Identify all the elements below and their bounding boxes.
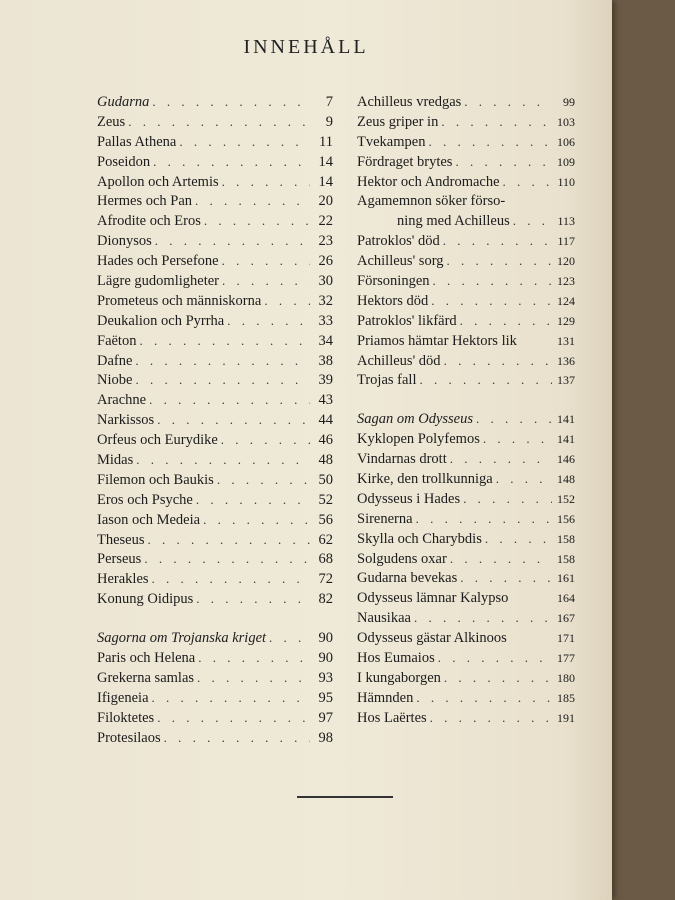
- toc-entry-page: 93: [318, 669, 333, 686]
- dot-leader: [428, 134, 552, 150]
- dot-leader: [144, 551, 310, 567]
- toc-entry-page: 14: [318, 153, 333, 170]
- toc-entry-page: 38: [318, 352, 333, 369]
- toc-entry-title: Tvekampen: [357, 133, 426, 150]
- toc-entry: [357, 590, 575, 610]
- toc-entry-title: Afrodite och Eros: [97, 213, 201, 230]
- toc-entry-page: 123: [557, 274, 575, 289]
- dot-leader: [503, 174, 552, 190]
- toc-entry: [97, 630, 333, 650]
- toc-entry-page: 148: [557, 472, 575, 487]
- toc-entry-title: Gudarna: [97, 94, 150, 110]
- toc-entry: [357, 154, 575, 174]
- dot-leader: [152, 690, 310, 706]
- dot-leader: [460, 570, 552, 586]
- dot-leader: [136, 452, 310, 468]
- toc-entry-page: 141: [557, 412, 575, 427]
- toc-entry-page: 68: [318, 551, 333, 568]
- toc-entry: [357, 114, 575, 134]
- toc-entry: [357, 293, 575, 313]
- dot-leader: [157, 412, 310, 428]
- toc-entry-title: Iason och Medeia: [97, 511, 201, 528]
- toc-entry: [97, 313, 333, 333]
- dot-leader: [416, 511, 552, 527]
- toc-entry-page: 98: [318, 729, 333, 746]
- toc-entry-page: 33: [318, 312, 333, 329]
- toc-entry-page: 136: [557, 353, 575, 368]
- dot-leader: [460, 313, 552, 329]
- toc-entry: [97, 293, 333, 313]
- toc-entry-page: 117: [557, 234, 575, 249]
- toc-entry-title: Paris och Helena: [97, 650, 196, 667]
- toc-entry-title: Arachne: [97, 392, 147, 409]
- toc-entry: [357, 233, 575, 253]
- toc-entry: [357, 431, 575, 451]
- toc-entry: [97, 392, 333, 412]
- toc-entry-page: 161: [557, 571, 575, 586]
- toc-entry: [97, 650, 333, 670]
- toc-entry: [357, 333, 575, 353]
- toc-entry-title: Patroklos' likfärd: [357, 312, 457, 329]
- dot-leader: [152, 94, 310, 110]
- dot-leader: [450, 551, 552, 567]
- toc-entry: [97, 372, 333, 392]
- toc-entry-title: ning med Achilleus: [397, 213, 510, 230]
- toc-entry-page: 22: [318, 213, 333, 230]
- toc-entry-page: 82: [318, 591, 333, 608]
- toc-entry: [357, 94, 575, 114]
- toc-entry-title: Odysseus i Hades: [357, 490, 461, 507]
- dot-leader: [438, 650, 552, 666]
- toc-entry-page: 56: [318, 511, 333, 528]
- toc-entry-title: Odysseus gästar Alkinoos: [357, 630, 507, 647]
- toc-entry: [357, 213, 575, 233]
- dot-leader: [152, 571, 310, 587]
- dot-leader: [455, 154, 552, 170]
- toc-entry-title: Fördraget brytes: [357, 153, 453, 170]
- toc-entry-page: 46: [318, 432, 333, 449]
- toc-entry: [357, 134, 575, 154]
- toc-entry-title: Skylla och Charybdis: [357, 530, 482, 547]
- toc-entry: [97, 273, 333, 293]
- toc-entry: [97, 213, 333, 233]
- toc-entry: [357, 273, 575, 293]
- toc-entry: [97, 253, 333, 273]
- toc-entry: [357, 650, 575, 670]
- toc-entry: [357, 353, 575, 373]
- toc-entry-page: 158: [557, 531, 575, 546]
- toc-entry: [97, 174, 333, 194]
- dot-leader: [222, 253, 310, 269]
- toc-entry-page: 7: [325, 94, 333, 110]
- toc-entry-page: 99: [563, 95, 575, 109]
- dot-leader: [197, 670, 310, 686]
- toc-entry-page: 180: [557, 670, 575, 685]
- toc-entry-page: 20: [318, 193, 333, 210]
- toc-entry-title: Försoningen: [357, 273, 430, 290]
- toc-entry-page: 50: [318, 471, 333, 488]
- dot-leader: [450, 451, 552, 467]
- dot-leader: [419, 372, 552, 388]
- toc-entry-page: 177: [557, 651, 575, 666]
- toc-entry-title: Odysseus lämnar Kalypso: [357, 590, 509, 607]
- toc-entry: [357, 313, 575, 333]
- dot-leader: [196, 591, 310, 607]
- toc-entry-page: 124: [557, 293, 575, 308]
- toc-entry-title: Narkissos: [97, 412, 155, 429]
- toc-entry-title: Zeus: [97, 113, 126, 130]
- dot-leader: [433, 273, 553, 289]
- toc-entry-page: 109: [557, 154, 575, 169]
- toc-entry-title: Hektor och Andromache: [357, 173, 500, 190]
- toc-entry: [97, 412, 333, 432]
- toc-entry-title: Dafne: [97, 352, 133, 369]
- toc-entry: [97, 591, 333, 611]
- toc-entry-page: 164: [557, 591, 575, 606]
- toc-entry: [357, 451, 575, 471]
- toc-entry-title: Hermes och Pan: [97, 193, 193, 210]
- toc-entry-page: 95: [318, 689, 333, 706]
- toc-entry-page: 156: [557, 511, 575, 526]
- toc-entry: [97, 532, 333, 552]
- toc-entry: [357, 670, 575, 690]
- toc-right-column: [357, 94, 575, 730]
- toc-entry: [97, 670, 333, 690]
- toc-entry: [97, 154, 333, 174]
- toc-entry-page: 131: [557, 333, 575, 348]
- toc-entry: [97, 114, 333, 134]
- toc-entry-page: 26: [318, 253, 333, 270]
- toc-entry: [357, 710, 575, 730]
- toc-entry: [357, 570, 575, 590]
- dot-leader: [464, 94, 552, 110]
- toc-entry-page: 106: [557, 134, 575, 149]
- dot-leader: [476, 411, 552, 427]
- toc-entry: [357, 491, 575, 511]
- toc-entry-page: 171: [557, 631, 575, 646]
- toc-entry: [357, 551, 575, 571]
- toc-entry: [357, 471, 575, 491]
- toc-entry-page: 167: [557, 611, 575, 626]
- toc-entry: [97, 512, 333, 532]
- toc-entry-page: 39: [318, 372, 333, 389]
- toc-entry-page: 152: [557, 491, 575, 506]
- dot-leader: [414, 610, 552, 626]
- toc-entry-title: Achilleus vredgas: [357, 94, 462, 110]
- toc-entry-title: Kirke, den trollkunniga: [357, 471, 493, 488]
- dot-leader: [269, 630, 310, 646]
- dot-leader: [485, 531, 552, 547]
- toc-entry-title: Faëton: [97, 332, 137, 349]
- dot-leader: [444, 353, 552, 369]
- dot-leader: [463, 491, 552, 507]
- dot-leader: [483, 431, 552, 447]
- toc-entry: [97, 94, 333, 114]
- toc-entry: [357, 511, 575, 531]
- toc-entry-title: Hades och Persefone: [97, 253, 219, 270]
- toc-entry-title: Solgudens oxar: [357, 550, 447, 567]
- toc-entry-title: Apollon och Artemis: [97, 173, 219, 190]
- dot-leader: [128, 114, 310, 130]
- toc-entry-title: Filemon och Baukis: [97, 471, 214, 488]
- toc-entry: [97, 353, 333, 373]
- toc-entry-title: Midas: [97, 452, 134, 469]
- toc-entry-page: 90: [318, 650, 333, 667]
- dot-leader: [447, 253, 552, 269]
- toc-entry: [357, 531, 575, 551]
- toc-entry: [97, 551, 333, 571]
- toc-entry-page: 146: [557, 452, 575, 467]
- page-title: INNEHÅLL: [243, 36, 369, 58]
- dot-leader: [155, 233, 310, 249]
- toc-entry-page: 158: [557, 551, 575, 566]
- toc-entry-title: Achilleus' död: [357, 352, 441, 369]
- toc-entry-title: Pallas Athena: [97, 133, 177, 150]
- toc-entry-title: Hos Eumaios: [357, 650, 435, 667]
- dot-leader: [157, 710, 310, 726]
- toc-entry-title: Lägre gudomligheter: [97, 273, 219, 290]
- toc-entry-title: Poseidon: [97, 153, 151, 170]
- toc-entry-title: Hektors död: [357, 292, 429, 309]
- toc-entry-page: 32: [318, 292, 333, 309]
- dot-leader: [431, 293, 552, 309]
- toc-entry-page: 9: [325, 113, 333, 130]
- toc-entry-page: 30: [318, 273, 333, 290]
- dot-leader: [217, 472, 310, 488]
- toc-entry: [357, 610, 575, 630]
- toc-entry-page: 113: [557, 214, 575, 229]
- toc-entry-page: 48: [318, 452, 333, 469]
- toc-entry-page: 129: [557, 313, 575, 328]
- dot-leader: [135, 372, 310, 388]
- toc-entry-title: Trojas fall: [357, 372, 417, 389]
- toc-entry: [97, 134, 333, 154]
- toc-entry: [357, 411, 575, 431]
- toc-entry-page: 120: [557, 254, 575, 269]
- dot-leader: [149, 392, 310, 408]
- toc-entry-page: 72: [318, 571, 333, 588]
- dot-leader: [198, 650, 310, 666]
- toc-entry-page: 103: [557, 114, 575, 129]
- dot-leader: [195, 193, 310, 209]
- toc-entry-title: Prometeus och människorna: [97, 292, 262, 309]
- dot-leader: [443, 233, 552, 249]
- toc-entry-title: Hos Laërtes: [357, 709, 427, 726]
- toc-entry-title: Perseus: [97, 551, 142, 568]
- toc-entry-title: Eros och Psyche: [97, 491, 193, 508]
- toc-entry-page: 185: [557, 690, 575, 705]
- toc-entry-title: Patroklos' död: [357, 233, 440, 250]
- toc-entry-page: 23: [318, 233, 333, 250]
- toc-entry-title: Achilleus' sorg: [357, 253, 444, 270]
- dot-leader: [148, 532, 310, 548]
- toc-entry-title: Grekerna samlas: [97, 669, 195, 686]
- toc-entry: [97, 472, 333, 492]
- toc-entry-title: Hämnden: [357, 689, 414, 706]
- toc-entry: [357, 630, 575, 650]
- toc-entry-title: Theseus: [97, 531, 145, 548]
- dot-leader: [164, 730, 310, 746]
- toc-entry-page: 52: [318, 491, 333, 508]
- toc-entry-title: Sagorna om Trojanska kriget: [97, 630, 267, 647]
- toc-left-column: [97, 94, 333, 750]
- toc-entry: [97, 452, 333, 472]
- toc-entry: [97, 710, 333, 730]
- toc-entry-page: 90: [318, 630, 333, 647]
- toc-entry-page: 11: [319, 133, 333, 150]
- dot-leader: [204, 213, 310, 229]
- toc-entry-page: 34: [318, 332, 333, 349]
- toc-entry-title: Priamos hämtar Hektors lik: [357, 332, 517, 349]
- toc-entry-title: Dionysos: [97, 233, 152, 250]
- toc-entry-title: Kyklopen Polyfemos: [357, 431, 480, 448]
- toc-entry-page: 137: [557, 373, 575, 388]
- toc-entry-page: 97: [318, 709, 333, 726]
- toc-entry: [97, 432, 333, 452]
- dot-leader: [135, 353, 310, 369]
- toc-entry-title: Ifigeneia: [97, 689, 149, 706]
- toc-entry-title: Vindarnas drott: [357, 451, 447, 468]
- dot-leader: [441, 114, 552, 130]
- dot-leader: [203, 512, 310, 528]
- toc-entry-title: I kungaborgen: [357, 669, 441, 686]
- dot-leader: [179, 134, 310, 150]
- end-rule: [297, 796, 393, 798]
- toc-entry: [97, 571, 333, 591]
- toc-entry: [357, 174, 575, 194]
- toc-entry-title: Agamemnon söker förso-: [357, 193, 506, 210]
- toc-entry: [357, 372, 575, 392]
- toc-entry: [97, 333, 333, 353]
- toc-entry-title: Filoktetes: [97, 709, 155, 726]
- toc-entry-title: Orfeus och Eurydike: [97, 432, 218, 449]
- toc-entry: [97, 690, 333, 710]
- dot-leader: [444, 670, 552, 686]
- toc-entry-page: 43: [318, 392, 333, 409]
- toc-entry-title: Gudarna bevekas: [357, 570, 458, 587]
- toc-entry: [357, 193, 575, 213]
- toc-entry: [97, 193, 333, 213]
- toc-entry-title: Niobe: [97, 372, 133, 389]
- toc-entry-title: Protesilaos: [97, 729, 161, 746]
- toc-entry: [97, 730, 333, 750]
- toc-entry-page: 110: [557, 174, 575, 189]
- dot-leader: [153, 154, 310, 170]
- toc-entry: [97, 233, 333, 253]
- dot-leader: [430, 710, 552, 726]
- dot-leader: [227, 313, 310, 329]
- toc-entry-page: 191: [557, 710, 575, 725]
- toc-entry-title: Herakles: [97, 571, 149, 588]
- dot-leader: [222, 174, 310, 190]
- toc-entry: [97, 492, 333, 512]
- toc-entry: [357, 253, 575, 273]
- dot-leader: [264, 293, 310, 309]
- dot-leader: [496, 471, 552, 487]
- toc-entry-page: 44: [318, 412, 333, 429]
- toc-entry-title: Zeus griper in: [357, 113, 439, 130]
- dot-leader: [416, 690, 552, 706]
- dot-leader: [222, 273, 310, 289]
- toc-entry: [357, 690, 575, 710]
- toc-entry-page: 62: [318, 531, 333, 548]
- toc-entry-title: Sagan om Odysseus: [357, 411, 473, 428]
- dot-leader: [196, 492, 310, 508]
- toc-entry-title: Deukalion och Pyrrha: [97, 312, 225, 329]
- dot-leader: [513, 213, 552, 229]
- toc-entry-page: 141: [557, 432, 575, 447]
- toc-entry-title: Sirenerna: [357, 510, 413, 527]
- toc-entry-title: Nausikaa: [357, 610, 411, 627]
- toc-entry-page: 14: [318, 173, 333, 190]
- dot-leader: [139, 333, 310, 349]
- dot-leader: [221, 432, 310, 448]
- toc-entry-title: Konung Oidipus: [97, 591, 194, 608]
